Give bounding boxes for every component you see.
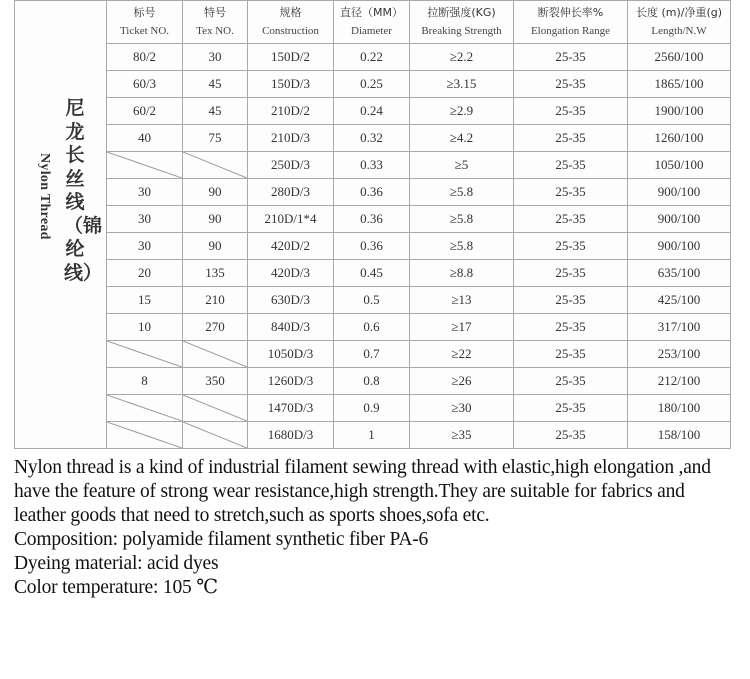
cell-length-nw: 1900/100 [628,98,731,125]
table-row [15,233,731,260]
header-ticket-no: 标号 Ticket NO. [107,1,183,44]
header-length-nw: 长度 (m)/净重(g) Length/N.W [628,1,731,44]
cell-breaking-strength: ≥8.8 [410,260,514,287]
composition-line: Composition: polyamide filament synthetic fiber PA-6 [14,529,429,550]
cell-diameter: 0.33 [334,152,410,179]
cell-diameter: 0.9 [334,395,410,422]
cell-diameter: 0.22 [334,44,410,71]
cell-breaking-strength: ≥2.2 [410,44,514,71]
cell-ticket-no: 10 [107,314,183,341]
cell-diameter: 1 [334,422,410,449]
table-row [15,287,731,314]
cell-length-nw: 900/100 [628,179,731,206]
cell-elongation-range: 25-35 [514,368,628,395]
cell-elongation-range: 25-35 [514,206,628,233]
cell-ticket-no: 80/2 [107,44,183,71]
cell-tex-no: 210 [183,287,248,314]
cell-tex-no: 30 [183,44,248,71]
cell-elongation-range: 25-35 [514,179,628,206]
header-tex-no: 特号 Tex NO. [183,1,248,44]
table-row [15,125,731,152]
cell-tex-no: 90 [183,206,248,233]
cell-breaking-strength: ≥35 [410,422,514,449]
cell-ticket-no-empty [107,341,183,368]
cell-elongation-range: 25-35 [514,71,628,98]
cell-length-nw: 2560/100 [628,44,731,71]
cell-construction: 210D/2 [248,98,334,125]
cell-tex-no: 350 [183,368,248,395]
cell-construction: 210D/1*4 [248,206,334,233]
cell-breaking-strength: ≥3.15 [410,71,514,98]
diagonal-slash-icon [183,152,247,178]
cell-diameter: 0.45 [334,260,410,287]
cell-construction: 1260D/3 [248,368,334,395]
cell-length-nw: 900/100 [628,206,731,233]
cell-diameter: 0.32 [334,125,410,152]
cell-ticket-no: 60/3 [107,71,183,98]
cell-elongation-range: 25-35 [514,395,628,422]
color-temperature-line: Color temperature: 105 ℃ [14,577,218,598]
cell-diameter: 0.36 [334,206,410,233]
cell-diameter: 0.5 [334,287,410,314]
spec-sheet [14,0,730,451]
table-row [15,179,731,206]
cell-breaking-strength: ≥13 [410,287,514,314]
cell-elongation-range: 25-35 [514,260,628,287]
description-paragraph: Nylon thread is a kind of industrial filament sewing thread with elastic,high elongation ,and have the feature of strong wear resistance,high strength.They are suitable for fabrics and leather goods that need to stretch,such as sports shoes,sofa etc. [14,457,711,526]
cell-breaking-strength: ≥4.2 [410,125,514,152]
cell-diameter: 0.36 [334,179,410,206]
cell-breaking-strength: ≥5.8 [410,233,514,260]
cell-diameter: 0.8 [334,368,410,395]
cell-ticket-no: 30 [107,206,183,233]
cell-ticket-no-empty [107,152,183,179]
cell-length-nw: 900/100 [628,233,731,260]
diagonal-slash-icon [107,341,182,367]
cell-construction: 210D/3 [248,125,334,152]
cell-length-nw: 253/100 [628,341,731,368]
table-row [15,368,731,395]
cell-elongation-range: 25-35 [514,314,628,341]
table-row [15,395,731,422]
diagonal-slash-icon [107,422,182,448]
cell-ticket-no: 15 [107,287,183,314]
cell-breaking-strength: ≥30 [410,395,514,422]
cell-tex-no-empty [183,422,248,449]
cell-tex-no: 45 [183,71,248,98]
cell-construction: 840D/3 [248,314,334,341]
cell-length-nw: 158/100 [628,422,731,449]
product-description [14,456,744,600]
cell-elongation-range: 25-35 [514,125,628,152]
cell-elongation-range: 25-35 [514,341,628,368]
cell-elongation-range: 25-35 [514,98,628,125]
cell-breaking-strength: ≥26 [410,368,514,395]
cell-diameter: 0.6 [334,314,410,341]
cell-construction: 420D/2 [248,233,334,260]
cell-construction: 1680D/3 [248,422,334,449]
cell-length-nw: 1050/100 [628,152,731,179]
cell-elongation-range: 25-35 [514,44,628,71]
header-construction: 规格 Construction [248,1,334,44]
cell-ticket-no-empty [107,422,183,449]
cell-construction: 630D/3 [248,287,334,314]
cell-construction: 1470D/3 [248,395,334,422]
cell-tex-no: 45 [183,98,248,125]
cell-ticket-no: 60/2 [107,98,183,125]
table-row [15,44,731,71]
side-label-cell [15,1,107,449]
cell-elongation-range: 25-35 [514,152,628,179]
cell-construction: 420D/3 [248,260,334,287]
cell-ticket-no: 30 [107,179,183,206]
cell-elongation-range: 25-35 [514,422,628,449]
cell-breaking-strength: ≥5 [410,152,514,179]
cell-length-nw: 635/100 [628,260,731,287]
table-row [15,314,731,341]
table-row [15,98,731,125]
cell-diameter: 0.7 [334,341,410,368]
side-label-en: Nylon Thread [37,153,52,240]
cell-length-nw: 317/100 [628,314,731,341]
table-row [15,152,731,179]
table-row [15,206,731,233]
cell-length-nw: 1260/100 [628,125,731,152]
table-row [15,422,731,449]
side-label-zh: 尼龙长丝线（锦纶线） [64,97,103,284]
diagonal-slash-icon [183,422,247,448]
diagonal-slash-icon [183,395,247,421]
cell-breaking-strength: ≥17 [410,314,514,341]
table-row [15,71,731,98]
cell-ticket-no: 40 [107,125,183,152]
cell-construction: 150D/2 [248,44,334,71]
cell-tex-no: 270 [183,314,248,341]
cell-elongation-range: 25-35 [514,287,628,314]
cell-length-nw: 425/100 [628,287,731,314]
spec-table [14,0,731,449]
cell-diameter: 0.25 [334,71,410,98]
cell-tex-no: 75 [183,125,248,152]
cell-breaking-strength: ≥5.8 [410,179,514,206]
cell-construction: 1050D/3 [248,341,334,368]
table-row [15,341,731,368]
cell-diameter: 0.24 [334,98,410,125]
cell-ticket-no: 8 [107,368,183,395]
cell-ticket-no: 30 [107,233,183,260]
cell-tex-no: 135 [183,260,248,287]
table-row [15,260,731,287]
cell-tex-no: 90 [183,233,248,260]
cell-ticket-no: 20 [107,260,183,287]
cell-construction: 280D/3 [248,179,334,206]
dyeing-line: Dyeing material: acid dyes [14,553,219,574]
cell-diameter: 0.36 [334,233,410,260]
cell-breaking-strength: ≥22 [410,341,514,368]
cell-tex-no-empty [183,152,248,179]
cell-ticket-no-empty [107,395,183,422]
cell-length-nw: 1865/100 [628,71,731,98]
header-elongation-range: 断裂伸长率% Elongation Range [514,1,628,44]
diagonal-slash-icon [107,152,182,178]
cell-length-nw: 212/100 [628,368,731,395]
cell-construction: 150D/3 [248,71,334,98]
cell-elongation-range: 25-35 [514,233,628,260]
header-diameter: 直径（MM） Diameter [334,1,410,44]
cell-tex-no-empty [183,395,248,422]
cell-length-nw: 180/100 [628,395,731,422]
cell-breaking-strength: ≥2.9 [410,98,514,125]
header-breaking-strength: 拉断强度(KG) Breaking Strength [410,1,514,44]
cell-tex-no: 90 [183,179,248,206]
cell-construction: 250D/3 [248,152,334,179]
diagonal-slash-icon [107,395,182,421]
cell-breaking-strength: ≥5.8 [410,206,514,233]
cell-tex-no-empty [183,341,248,368]
diagonal-slash-icon [183,341,247,367]
